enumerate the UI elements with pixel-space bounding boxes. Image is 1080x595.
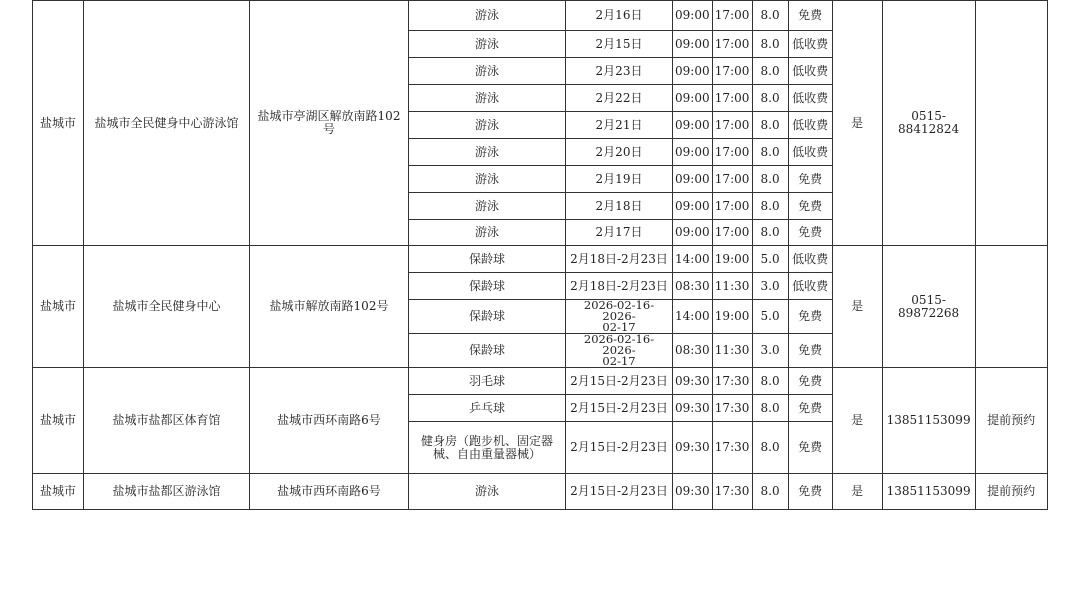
city-cell: 盐城市 bbox=[33, 246, 84, 368]
start-time-cell: 09:00 bbox=[673, 193, 713, 220]
date-cell: 2月23日 bbox=[566, 58, 673, 85]
end-time-cell: 17:00 bbox=[712, 139, 752, 166]
start-time-cell: 14:00 bbox=[673, 246, 713, 273]
start-time-cell: 09:30 bbox=[673, 368, 713, 395]
sport-item-cell: 游泳 bbox=[409, 58, 566, 85]
end-time-cell: 17:00 bbox=[712, 58, 752, 85]
phone-cell: 0515-89872268 bbox=[882, 246, 975, 368]
sport-item-cell: 保龄球 bbox=[409, 246, 566, 273]
date-cell: 2026-02-16-2026- 02-17 bbox=[566, 334, 673, 368]
fee-cell: 低收费 bbox=[788, 139, 832, 166]
fee-cell: 低收费 bbox=[788, 85, 832, 112]
sport-item-cell: 游泳 bbox=[409, 166, 566, 193]
end-time-cell: 11:30 bbox=[712, 334, 752, 368]
sport-item-cell: 乒乓球 bbox=[409, 395, 566, 422]
hours-cell: 8.0 bbox=[752, 395, 788, 422]
hours-cell: 8.0 bbox=[752, 31, 788, 58]
end-time-cell: 11:30 bbox=[712, 273, 752, 300]
venue-name-cell: 盐城市全民健身中心 bbox=[84, 246, 250, 368]
fee-cell: 免费 bbox=[788, 166, 832, 193]
hours-cell: 8.0 bbox=[752, 368, 788, 395]
venue-name-cell: 盐城市全民健身中心游泳馆 bbox=[84, 1, 250, 246]
open-flag-cell: 是 bbox=[832, 368, 882, 474]
sport-item-cell: 游泳 bbox=[409, 112, 566, 139]
date-cell: 2月18日 bbox=[566, 193, 673, 220]
hours-cell: 8.0 bbox=[752, 220, 788, 246]
fee-cell: 免费 bbox=[788, 220, 832, 246]
date-cell: 2026-02-16-2026- 02-17 bbox=[566, 300, 673, 334]
date-cell: 2月18日-2月23日 bbox=[566, 273, 673, 300]
venue-schedule-table bbox=[32, 0, 1048, 510]
sport-item-cell: 游泳 bbox=[409, 85, 566, 112]
table-body bbox=[33, 1, 1048, 510]
start-time-cell: 08:30 bbox=[673, 273, 713, 300]
fee-cell: 免费 bbox=[788, 395, 832, 422]
address-cell: 盐城市西环南路6号 bbox=[250, 474, 409, 510]
venue-name-cell: 盐城市盐都区游泳馆 bbox=[84, 474, 250, 510]
date-cell: 2月18日-2月23日 bbox=[566, 246, 673, 273]
address-cell: 盐城市亭湖区解放南路102 号 bbox=[250, 1, 409, 246]
fee-cell: 免费 bbox=[788, 422, 832, 474]
sport-item-cell: 游泳 bbox=[409, 474, 566, 510]
date-cell: 2月19日 bbox=[566, 166, 673, 193]
end-time-cell: 17:30 bbox=[712, 422, 752, 474]
table-row bbox=[33, 246, 1048, 273]
start-time-cell: 14:00 bbox=[673, 300, 713, 334]
hours-cell: 5.0 bbox=[752, 300, 788, 334]
date-cell: 2月20日 bbox=[566, 139, 673, 166]
city-cell: 盐城市 bbox=[33, 1, 84, 246]
fee-cell: 低收费 bbox=[788, 112, 832, 139]
end-time-cell: 17:30 bbox=[712, 395, 752, 422]
sport-item-cell: 游泳 bbox=[409, 220, 566, 246]
hours-cell: 8.0 bbox=[752, 58, 788, 85]
date-cell: 2月21日 bbox=[566, 112, 673, 139]
date-cell: 2月16日 bbox=[566, 1, 673, 31]
start-time-cell: 09:00 bbox=[673, 31, 713, 58]
end-time-cell: 17:00 bbox=[712, 1, 752, 31]
hours-cell: 8.0 bbox=[752, 474, 788, 510]
city-cell: 盐城市 bbox=[33, 368, 84, 474]
city-cell: 盐城市 bbox=[33, 474, 84, 510]
table-row bbox=[33, 474, 1048, 510]
hours-cell: 8.0 bbox=[752, 139, 788, 166]
table-row bbox=[33, 368, 1048, 395]
hours-cell: 8.0 bbox=[752, 1, 788, 31]
date-cell: 2月15日-2月23日 bbox=[566, 422, 673, 474]
sport-item-cell: 健身房（跑步机、固定器 械、自由重量器械） bbox=[409, 422, 566, 474]
phone-cell: 13851153099 bbox=[882, 368, 975, 474]
start-time-cell: 09:00 bbox=[673, 1, 713, 31]
sport-item-cell: 保龄球 bbox=[409, 273, 566, 300]
date-cell: 2月15日-2月23日 bbox=[566, 395, 673, 422]
note-cell bbox=[975, 1, 1047, 246]
fee-cell: 免费 bbox=[788, 368, 832, 395]
note-cell: 提前预约 bbox=[975, 368, 1047, 474]
open-flag-cell: 是 bbox=[832, 1, 882, 246]
hours-cell: 3.0 bbox=[752, 334, 788, 368]
hours-cell: 8.0 bbox=[752, 193, 788, 220]
date-cell: 2月15日-2月23日 bbox=[566, 368, 673, 395]
sport-item-cell: 保龄球 bbox=[409, 300, 566, 334]
start-time-cell: 09:30 bbox=[673, 395, 713, 422]
hours-cell: 8.0 bbox=[752, 422, 788, 474]
fee-cell: 低收费 bbox=[788, 58, 832, 85]
fee-cell: 免费 bbox=[788, 1, 832, 31]
phone-cell: 13851153099 bbox=[882, 474, 975, 510]
fee-cell: 低收费 bbox=[788, 273, 832, 300]
start-time-cell: 09:00 bbox=[673, 112, 713, 139]
end-time-cell: 19:00 bbox=[712, 300, 752, 334]
venue-name-cell: 盐城市盐都区体育馆 bbox=[84, 368, 250, 474]
start-time-cell: 09:30 bbox=[673, 422, 713, 474]
sport-item-cell: 羽毛球 bbox=[409, 368, 566, 395]
start-time-cell: 08:30 bbox=[673, 334, 713, 368]
fee-cell: 低收费 bbox=[788, 31, 832, 58]
fee-cell: 低收费 bbox=[788, 246, 832, 273]
date-cell: 2月15日 bbox=[566, 31, 673, 58]
fee-cell: 免费 bbox=[788, 334, 832, 368]
hours-cell: 8.0 bbox=[752, 166, 788, 193]
hours-cell: 3.0 bbox=[752, 273, 788, 300]
end-time-cell: 17:00 bbox=[712, 166, 752, 193]
table-row bbox=[33, 1, 1048, 31]
start-time-cell: 09:00 bbox=[673, 166, 713, 193]
hours-cell: 5.0 bbox=[752, 246, 788, 273]
address-cell: 盐城市解放南路102号 bbox=[250, 246, 409, 368]
phone-cell: 0515-88412824 bbox=[882, 1, 975, 246]
start-time-cell: 09:00 bbox=[673, 85, 713, 112]
end-time-cell: 17:00 bbox=[712, 85, 752, 112]
date-cell: 2月22日 bbox=[566, 85, 673, 112]
sport-item-cell: 保龄球 bbox=[409, 334, 566, 368]
start-time-cell: 09:00 bbox=[673, 139, 713, 166]
date-cell: 2月15日-2月23日 bbox=[566, 474, 673, 510]
hours-cell: 8.0 bbox=[752, 85, 788, 112]
address-cell: 盐城市西环南路6号 bbox=[250, 368, 409, 474]
end-time-cell: 17:00 bbox=[712, 193, 752, 220]
start-time-cell: 09:00 bbox=[673, 220, 713, 246]
start-time-cell: 09:30 bbox=[673, 474, 713, 510]
start-time-cell: 09:00 bbox=[673, 58, 713, 85]
end-time-cell: 19:00 bbox=[712, 246, 752, 273]
end-time-cell: 17:30 bbox=[712, 368, 752, 395]
sport-item-cell: 游泳 bbox=[409, 139, 566, 166]
date-cell: 2月17日 bbox=[566, 220, 673, 246]
hours-cell: 8.0 bbox=[752, 112, 788, 139]
sport-item-cell: 游泳 bbox=[409, 1, 566, 31]
note-cell bbox=[975, 246, 1047, 368]
fee-cell: 免费 bbox=[788, 300, 832, 334]
fee-cell: 免费 bbox=[788, 474, 832, 510]
end-time-cell: 17:00 bbox=[712, 112, 752, 139]
end-time-cell: 17:30 bbox=[712, 474, 752, 510]
open-flag-cell: 是 bbox=[832, 474, 882, 510]
end-time-cell: 17:00 bbox=[712, 220, 752, 246]
open-flag-cell: 是 bbox=[832, 246, 882, 368]
sport-item-cell: 游泳 bbox=[409, 193, 566, 220]
fee-cell: 免费 bbox=[788, 193, 832, 220]
sport-item-cell: 游泳 bbox=[409, 31, 566, 58]
note-cell: 提前预约 bbox=[975, 474, 1047, 510]
end-time-cell: 17:00 bbox=[712, 31, 752, 58]
